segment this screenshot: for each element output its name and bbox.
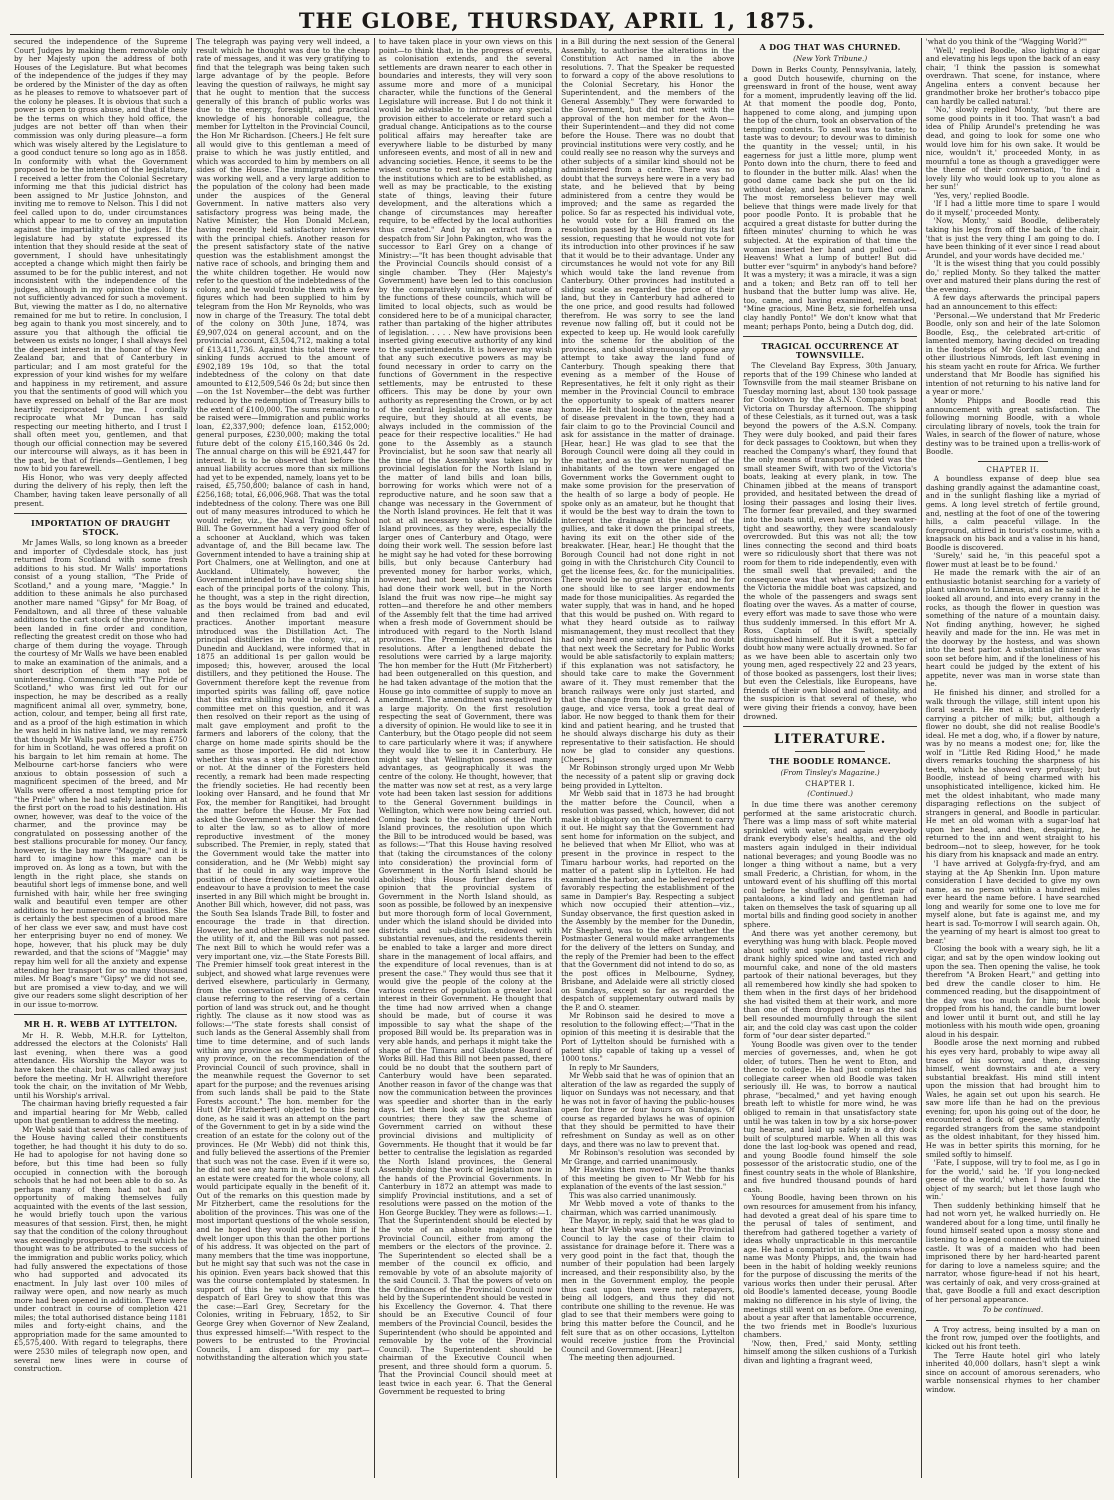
paragraph: 'Now, Monty,' said Boodle, deliberately taking his legs from off the back of the chair, 'that is just the very thing I am going to do. I have been thinking of it ever since I read about Arundel, and your words have decided me.' [925,216,1100,260]
to-be-continued: To be continued. [982,1305,1044,1315]
paragraph: Mr Webb said that he was of opinion that an alteration of the law as regarded the supply of liquor on Sundays was not necessary, and that he was not in favor of having the public-houses open for three or four hours on Sundays. Of course as regarded bylaws he was of opinion that they should be permitted to have their refreshment on Sunday as well as on other days, and there was no law to prevent that. [561,1071,735,1149]
chapter-note: (Continued.) [807,788,853,798]
paragraph: Mr James Walls, so long known as a breeder and importer of Clydesdale stock, has just returned from Scotland with some fresh additions to his stud. Mr Walls' importations consist of a young stallion, "The Pride of Scotland," and a young mare, "Maggie." In addition to these animals he also purchased another mare named "Gipsy" for Mr Boag, of Fendaltown, and all three of these valuable additions to the cart stock of the province have been landed in fine order and condition, reflecting the greatest credit on those who had charge of them during the voyage. Through the courtesy of Mr Walls we have been enabled to make an examination of the animals, and a short description of them may not be uninteresting. Commencing with "The Pride of Scotland," who was first led out for our inspection, he may be described as a really magnificent animal all over, symmetry, bone, action, colour, and temper, being all first rate, and as a proof of the high estimation in which he was held in his native land, we may remark that though Mr Walls paved no less than £750 for him in Scotland, he was offered a profit on his bargain to let him remain at home. The Melbourne cart-horse fanciers who were anxious to obtain possession of such a magnificent specimen of the breed, and Mr Walls were offered a most tempting price for "the Pride" when he had safely landed him at the first port on the road to his destination. His owner, however, was deaf to the voice of the charmer, and the province may be congratulated on possessing another of the best stallions procurable for money. Our fancy, however, is the bay mare "Maggie," and it is hard to imagine how this mare can be improved on. As long as a town, but with the length in the right place, she stands on beautiful short legs of immense bone, and well furnished with hair, while her free swinging walk and beautiful even temper are other additions to her numerous good qualities. She is certainly the best specimen of a brood mare of her class we ever saw, and must have cost her enterprising buyer no end of money. We hope, however, that his pluck may be duly rewarded, and that the scions of "Maggie" may repay him well for all the anxiety and expense attending her transport for so many thousand miles. Mr Boag's mare "Gipsy" we did not see, but are promised a view to-day, and we will give our readers some slight description of her in our issue to-morrow. [14,538,188,1009]
divider [795,751,864,752]
masthead: THE GLOBE, THURSDAY, APRIL 1, 1875. [298,8,816,33]
paragraph: 'Yes, very,' replied Boodle. [933,190,1030,200]
columns [10,38,1104,1478]
paragraph: He made the remark with the air of an enthusiastic botanist searching for a variety of plant unknown to Linnæus, and as he said it he looked all around, and into every cranny in the rocks, as though the flower in question was something of the nature of a mountain daisy. Not finding anything, however, he sighed heavily and made for the inn. He was met in the doorway by the hostess, and was shown into the best parlor. A substantial dinner was soon set before him, and if the loneliness of his heart could be judged by the extent of his appetite, never was man in worse state than he. [925,568,1100,689]
column-6 [922,38,1104,1478]
paragraph: The Terre Haute hotel girl who lately inherited 40,000 dollars, hasn't slept a wink since on account of amorous serenaders, who warble nonsensical rhymes to her chamber window. [925,1350,1100,1394]
article-heading: MR H. R. WEBB AT LYTTELTON. [23,1019,178,1030]
paragraph: Monty Phipps and Boodle read this announcement with great satisfaction. The following morning Boodle, with a whole circulating library of novels, took the train for Wales, in search of the flower of nature, whose destiny was to be trained upon a trellis-work of Boodle. [925,395,1100,457]
paragraph: Mr Robinson strongly urged upon Mr Webb the necessity of a patent slip or graving dock being provided in Lyttelton. [561,763,735,790]
paragraph: 'what do you think of the "Wagging World?"' [925,38,1088,46]
paragraph: 'If I had a little more time to spare I would do it myself,' proceeded Monty. [925,199,1100,217]
paragraph: He finished his dinner, and strolled for a walk through the village, still intent upon his floral search. He met a little girl tenderly carrying a pitcher of milk; but, although a flower no doubt, she did not realise Boodle's ideal. He met a dog, who, if a flower by nature, was by no means a modest one; for, like the wolf in "Little Red Riding Hood," he made divers remarks touching the sharpness of his teeth, which he showed very profusely; but Boodle, instead of being charmed with his unsophisticated intelligence, kicked him. He met the oldest inhabitant, who made many disparaging reflections on the subject of strangers in general, and Boodle in particular. He met an old woman with a sugar-loaf hat upon her head, and then, despairing, he returned to the inn and went straight to his bedroom—not to sleep, however, for he took his diary from his knapsack and made an entry. [925,688,1100,860]
divider [978,461,1048,462]
paragraph: Mr Robinson said he desired to move a resolution to the following effect;—"That in the opinion of this meeting it is desirable that the Port of Lyttelton should be furnished with a patent slip capable of taking up a vessel of 1000 tons." [561,1011,735,1064]
paragraph: The Mayor, in reply, said that he was glad to hear that Mr Webb was going to the Provincial Council to lay the case of their claim to assistance for drainage before it. There was a very good point in the fact that, though the number of their population had been largely increased, and their responsibility also, by the men in the Government employ, the people thus cast upon them were not ratepayers, being all lodgers, and thus they did not contribute one shilling to the revenue. He was glad to see that their members were going to bring this matter before the Council, and he felt sure that as on other occasions, Lyttelton would receive justice from the Provincial Council and Government. [Hear.] [561,1216,735,1354]
column-4 [557,38,739,1478]
paragraph: 'Fate, I suppose, will try to fool me, as I go in for the world,' said he. 'If you long-necked geese of the world,' when I have found the object of my search; but let those laugh who win.' [925,1158,1100,1202]
paragraph: 'Personal.—We understand that Mr Frederic Boodle, only son and heir of the late Solomon Boodle, Esq., the celebrated art-critic of lamented memory, having decided on treading in the footsteps of Mr Gordon Cumming and other illustrious Nimrods, left last evening in his steam yacht en route for Africa. We further understand that Mr Boodle has signified his intention of not returning to his native land for a year or more.' [925,310,1100,397]
divider [926,1320,1100,1321]
paragraph: The Cleveland Bay Express, 30th January, reports that of the 199 Chinese who landed at Townsville from the mail steamer Brisbane on Tuesday morning last, about 130 took passage for Cooktown by the A.S.N. Company's boat Victoria on Thursday afternoon. The shipping of these Celestials, as it turned out, was a task beyond the powers of the A.S.N. Company. They were duly booked, and paid their fares for deck passages to Cooktown, but when they reached the Company's wharf, they found that the only means of transport provided was the small steamer Swift, with two of the Victoria's boats, leaking at every plank, in tow. The Chinamen jibbed at the means of transport provided, and hesitated between the dread of losing their passages and losing their lives. The former fear prevailed, and they swarmed into the boats until, even had they been water-tight and seaworthy, they were scandalously overcrowded. But this was not all; the tow lines connecting the second and third boats were so ridiculously short that there was not room for them to ride independently, even with the small swell that prevailed; and the consequence was that when just attaching to the Victoria the middle boat was capsized, and the whole of the passengers and swags sent floating over the waves. As a matter of course, every effort was made to save those who were thus suddenly immersed. In this effort Mr A. Ross, Captain of the Swift, specially distinguished himself. But it is yet a matter of doubt how many were actually drowned. So far as we have been able to ascertain only two young men, aged respectively 22 and 23 years, of those booked as passengers, lost their lives; but even the Celestials, like Europeans, have friends of their own blood and nationality, and the suspicion is that several of these, who were giving their friends a convoy, have been drowned. [743,361,917,721]
article-heading: TRAGICAL OCCURRENCE AT TOWNSVILLE. [761,341,899,360]
paragraph: A Troy actress, being insulted by a man on the front row, jumped over the footlights, and kicked out his front teeth. [925,1324,1100,1352]
paragraph: 'No,' slowly replied Monty, 'but there are some good points in it too. That wasn't a bad idea of Philip Arundel's pretending he was dead, and going to look for some one who would love him for his own sake. It would be nice, wouldn't it,' proceeded Monty, in as mournful a tone as though a gravedigger were the theme of their conversation, 'to find a lovely lily who would look up to you alone as her sun!' [925,105,1100,192]
article-heading: A DOG THAT WAS CHURNED. [759,42,901,52]
paragraph: 'Now, then, Fred,' said Monty, settling himself among the silken cushions of a Turkish divan and lighting a fragrant weed, [743,1338,917,1365]
divider [14,513,187,514]
divider [14,1014,187,1015]
paragraph: Mr Webb moved a vote of thanks to the chairman, which was carried unanimously. [561,1199,735,1217]
paragraph: Mr Webb said that several of the members of the House having called their constituents together, he had thought it his duty to do so. He had to apologise for not having done so before, but this time had been so fully occupied in connection with the borough schools that he had not been able to do so. As perhaps many of them had not had an opportunity of making themselves fully acquainted with the events of the last session, he would briefly touch upon the various measures of that session. First, then, he might say that the condition of the colony throughout was exceedingly prosperous—a result which he thought was to be attributed to the success of the immigration and public works policy, which had fully answered the expectations of those who had supported and advocated its enactment. In July last over 100 miles of railway were open, and now nearly as much more had been opened in addition. There were under contract in course of completion 421 miles; the total authorised distance being 1181 miles and forty-eight chains, and the appropriation made for the same amounted to £5,575,400. With regard to telegraphs, there were 2530 miles of telegraph now open, and several new lines were in course of construction. [14,1124,188,1374]
article-source: (From Tinsley's Magazine.) [780,767,880,777]
paragraph: 'Well,' replied Boodle, also lighting a cigar and elevating his legs upon the back of an easy chair, 'I think the passion is somewhat overdrawn. That scene, for instance, where Angelina enters a convent because her grandmother broke her brother's tobacco pipe can hardly be called natural.' [925,45,1100,106]
paragraph: This was also carried unanimously. [569,1190,697,1200]
paragraph: Mr Robinson's resolution was seconded by Mr Grange, and carried unanimously. [561,1148,735,1166]
article-heading: THE BOODLE ROMANCE. [769,756,891,767]
paragraph: Closing the book with a weary sigh, he lit a cigar, and sat by the open window looking out upon the sea. Then opening the valise, he took therefrom "A Broken Heart," and getting into bed drew the candle closer to him. He commenced reading, but the disappointment of the day was too much for him; the book dropped from his hand, the candle burnt lower and lower until it burnt out, and still he lay motionless with his mouth wide open, groaning aloud in his despair. [925,944,1100,1039]
paragraph: Young Boodle was given over to the tender mercies of governesses, and, when he got older, of tutors. Then he went to Eton, and thence to college. He had just completed his collegiate career when old Boodle was taken seriously ill. He was, to borrow a nautical phrase, "becalmed," and yet having enough breath left to whistle for more wind, he was obliged to remain in that unsatisfactory state until he was taken in tow by a six horse-power tug hearse, and laid up safely in a dry dock built of sculptured marble. When all this was done the last log-book was opened and read, and young Boodle found himself the sole possessor of the aristocratic studio, one of the finest country seats in the whole of Blankshire, and five hundred thousand pounds of hard cash. [743,1039,917,1194]
paragraph: secured the independence of the Supreme Court Judges by making them removable only by her Majesty upon the address of both Houses of the Legislature. But what becomes of the independence of the judges if they may be ordered by the Minister of the day as often as he pleases to remove to whatsoever part of the colony he pleases. It is obvious that such a power is open to gross abuse, and that if these be the terms on which they hold office, the judges are not better off than when their commission was only during pleasure—a form which was wisely altered by the Legislature to a good conduct tenure so long ago as in 1858. In conformity with what the Government proposed to be the intention of the legislature, I received a letter from the Colonial Secretary informing me that this judicial district has been assigned to Mr Justice Johnston, and inviting me to remove to Nelson. This I did not feel called upon to do, under circumstances which appear to me to convey an imputation against the impartiality of the judges. If the legislature had by statute expressed its intention that they should reside at the seat of government, I should have unhesitatingly accepted a change which might then fairly be assumed to be for the public interest, and not inconsistent with the independence of the judges, although in my opinion the colony is not sufficiently advanced for such a movement. But, viewing the matter as I do, no alternative remained for me but to retire. In conclusion, I beg again to thank you most sincerely, and to assure you that although the official tie between us exists no longer, I shall always feel the deepest interest in the honor of the New Zealand bar, and that of Canterbury in particular; and I am most grateful for the expression of your kind wishes for my welfare and happiness in my retirement, and assure you that the sentiments of good will which you have expressed on behalf of the Bar are most heartily reciprocated by me. I cordially reciprocate what Mr Duncan has said respecting our meeting hitherto, and I trust I shall often meet you, gentlemen, and that though our official connection may be severed our intercourse will always, as it has been in the past, be that of friends—Gentlemen, I beg now to bid you farewell. [14,38,188,474]
paragraph: In reply to Mr Saunders, [569,1062,660,1072]
paragraph: The telegraph was paying very well indeed, a result which he thought was due to the cheap rate of messages, and it was very gratifying to find that the telegraph was being taken such large advantage of by the people. Before leaving the question of railways, he might say that he ought to mention that the success generally of this branch of public works was due to the energy, foresight, and practical knowledge of his honorable colleague, the member for Lyttelton in the Provincial Council, the Hon Mr Richardson. [Cheers.] He felt sure all would give to this gentleman a meed of praise to which he was justly entitled, and which was accorded to him by members on all sides of the House. The immigration scheme was working well, and a very large addition to the population of the colony had been made under the auspices of the General Government. In native matters also very satisfactory progress was being made, the Native Minister, the Hon Donald McLean, having recently held satisfactory interviews with the principal chiefs. Another reason for the present satisfactory state of the native question was the establishment amongst the native race of schools, and bringing them and the white children together. He would now refer to the question of the indebtedness of the colony, and he would trouble them with a few figures which had been supplied to him by telegram from the Hon Mr Reynolds, who was now in charge of the Treasury. The total debt of the colony on 30th June, 1874, was £9,907,024 on general account, and on the provincial account, £3,504,712, making a total of £13,411,736. Against this total there were sinking funds accrued to the amount of £902,189 19s 10d, so that the total indebtedness of the colony on that date amounted to £12,509,546 0s 2d; but since then—on the 1st November—the debt was further reduced by the redemption of Treasury bills to the extent of £100,000. The sums remaining to be raised were—Immigration and public works loan, £2,337,900; defence loan, £152,000; general purposes, £230,000; making the total future debt of the colony £15,160,346 0s 2d. The annual charge on this will be £921,447 for interest. It is to be observed that before the annual liability accrues more than six millions had yet to be expended, namely, loans yet to be raised, £5,750,800; balance of cash in hand, £256,168; total, £6,006,968. That was the total indebtedness of the colony. There was one Bill out of many measures introduced to which he would refer, viz., the Naval Training School Bill. The Government had a very good offer of a schooner at Auckland, which was taken advantage of, and the Bill became law. The Government intended to have a training ship at Port Chalmers, one at Wellington, and one at Auckland. Ultimately, however, the Government intended to have a training ship in each of the principal ports of the colony. This, he thought, was a step in the right direction, as the boys would be trained and educated, and then reclaimed from bad and evil practices. Another important measure introduced was the Distillation Act. The principal distilleries in the colony, viz., at Dunedin and Auckland, were informed that in 1875 an additional 1s per gallon would be imposed; this, however, aroused the local distillers, and they petitioned the House. The Government therefore kept the revenue from imported spirits was falling off, gave notice that this extra shilling would be enforced. A committee met on this question, and it was then resolved on their report as the using of malt gave employment and profit to the farmers and laborers of the colony, that the charge on home made spirits should be the same as those imported. He did not know whether this was a step in the right direction or not. At the dinner of the Foresters held recently, a remark had been made respecting the friendly societies. He had recently been looking over Hansard, and he found that Mr Fox, the member for Rangitikei, had brought the matter before the House. Mr Fox had asked the Government whether they intended to alter the law, so as to allow of more reproductive investment of the money subscribed. The Premier, in reply, stated that the Government would take the matter into consideration, and he (Mr Webb) might say that if he could in any way improve the position of these friendly societies he would endeavour to have a provision to meet the case inserted in any Bill which might be brought in. Another Bill which, however, did not pass, was the South Sea Islands Trade Bill, to foster and encourage the trade in that direction. However, he and other members could not see the utility of it, and the Bill was not passed. The next Bill to which he would refer was a very important one, viz.—the State Forests Bill. The Premier himself took great interest in the subject, and showed what large revenues were derived elsewhere, particularly in Germany, from the conservation of the forests. One clause referring to the reserving of a certain portion of land was struck out, and he thought rightly. The clause as it now stood was as follows:—"The state forests shall consist of such lands as the General Assembly shall from time to time determine, and of such lands within any province as the Superintendent of any province, on the recommendation of the Provincial Council of such province, shall in the meanwhile request the Governor to set apart for the purpose; and the revenues arising from such lands shall be paid to the State Forests account." The hon. member for the Hutt (Mr Fitzherbert) objected to this being done, as he said it was an attempt on the part of the Government to get in by a side wind the creation of an estate for the colony out of the provinces. He (Mr Webb) did not think this, and fully believed the assertions of the Premier that such was not the case. Even if it were so, he did not see any harm in it, because if such an estate were created for the whole colony, all would participate equally in the benefit of it. Out of the remarks on this question made by Mr Fitzherbert, came the resolutions for the abolition of the provinces. This was one of the most important questions of the whole session, and he hoped they would pardon him if he dwelt longer upon this than the other portions of his address. It was objected on the part of many members that the time was inopportune, but he might say that such was not the case in his opinion. Even years back showed that this was the course contemplated by statesmen. In support of this he would quote from the despatch of Earl Grey to show that this was the case:—Earl Grey, Secretary for the Colonies, writing in February, 1852, to Sir George Grey when Governor of New Zealand, thus expressed himself:—"With respect to the powers to be entrusted to the Provincial Councils, I am disposed for my part—notwithstanding the alteration which you state [196,38,370,1363]
newspaper-page [10,6,1104,1488]
paragraph: 'It is the wisest thing that you could possibly do,' replied Monty. So they talked the matter over and matured their plans during the rest of the evening. [925,259,1100,294]
article-heading: IMPORTATION OF DRAUGHT STOCK. [31,518,171,537]
chapter-heading: CHAPTER I. [805,779,855,789]
paragraph: A boundless expanse of deep blue sea dashing grandly against the adamantine coast, and in the sunlight flashing like a myriad of gems. A long level stretch of fertile ground, and, nestling at the foot of one of the towering hills, a calm peaceful village. In the foreground, attired in tourist's costume, with a knapsack on his back and a valise in his hand, Boodle is discovered. [925,474,1100,552]
column-2 [192,38,374,1478]
paragraph: to have taken place in your own views on this point—to think that, in the progress of events, as colonisation extends, and the several settlements are drawn nearer to each other in boundaries and interests, they will very soon assume more and more of a municipal character, while the functions of the General Legislature will increase. But I do not think it would be advisable to introduce any special provision either to accelerate or retard such a gradual change. Anticipations as to the course political affairs may hereafter take are everywhere liable to be disturbed by many unforeseen events, and most of all in new and advancing societies. Hence, it seems to be the wisest course to rest satisfied with adapting the institutions which are to be established, as well as may be practicable, to the existing state of things, leaving their future development, and the alterations which a change of circumstances may hereafter require, to be effected by the local authorities thus created." And by an extract from a despatch from Sir John Pakington, who was the successor to Earl Grey on a change of Ministry:—"It has been thought advisable that the Provincial Councils should consist of a single chamber. They (Her Majesty's Government) have been led to this conclusion by the comparatively unimportant nature of the functions of these councils, which will be limited to local objects, such as would be considered here to be of a municipal character, rather than partaking of the higher attributes of legislation. . . . . New have provisions been inserted giving executive authority of any kind to the superintendents. It is however my wish that any such executive powers as may be found necessary in order to carry on the functions of Government in the respective settlements, may be entrusted to these officers. This may be done by your own authority as representing the Crown, or by act of the central legislature, as the case may require, but they should at all events, be always included in the commission of the peace for their respective localities." He had gone to the Assembly as a staunch Provincialist, but he soon saw that nearly all the time of the Assembly was taken up by provincial legislation for the North Island in the matter of land bills and loan bills, borrowing for works which were not of a reproductive nature, and he soon saw that a change was necessary in the Government of the North Island provinces. He felt that it was not at all necessary to abolish the Middle Island provinces, as they were, especially the larger ones of Canterbury and Otago, were doing their work well. The session before last he might say he had voted for these borrowing bills, but only because Canterbury had prevented money for harbor works, which, however, had not been used. The provinces had done their work well, but in the North Island the fruit was now ripe—he might say rotten—and therefore he and other members of the Assembly felt that the time had arrived when a fresh mode of Government should be introduced with regard to the North Island provinces. The Premier had introduced his resolutions. After a lengthened debate the resolutions were carried by a large majority. The hon member for the Hutt (Mr Fitzherbert) had been outgeneralled on this question, and he had taken advantage of the motion that the House go into committee of supply to move an amendment. The amendment was negatived by a large majority. On the first resolution respecting the seat of Government, there was a diversity of opinion. He would like to see it in Canterbury, but the Otago people did not seem to care particularly where it was; if anywhere they would like to see it in Canterbury. He might say that Wellington possessed many advantages, as geographically it was the centre of the colony. He thought, however, that the matter was now set at rest, as a very large vote had been taken last session for additions to the General Government buildings in Wellington, which were now being carried out. Coming back to the abolition of the North Island provinces, the resolution upon which the Bill to be introduced would be based, was as follows:—"That this House having resolved that (taking the circumstances of the colony into consideration) the provincial form of Government in the North Island should be abolished; this House further declares its opinion that the provincial system of Government in the North Island should, as soon as possible, be followed by an inexpensive but more thorough form of local Government, under which the island should be divided into districts and sub-districts, endowed with substantial revenues, and the residents therein be enabled to take a larger and more direct share in the management of local affairs, and the expenditure of local revenues, than is at present the case." They would thus see that it would give the people of the colony at the various centres of population a greater local interest in their Government. He thought that the time had now arrived when a change should be made, but of course it was impossible to say what the shape of the proposed Bill would be. Its preparation was in very able hands, and perhaps it might take the shape of the Timaru and Gladstone Board of Works Bill. Had this Bill not been passed, there could be no doubt that the southern part of Canterbury would have been separated. Another reason in favor of the change was that now the communication between the provinces was speedier and shorter than in the early days. Let them look at the great Australian countries; there they saw the scheme of Government carried on without these provincial divisions and multiplicity of Governments. He thought that it would be far better to centralise the legislation as regarded the North Island provinces, the General Assembly doing the work of legislation now in the hands of the Provincial Governments. In Canterbury in 1872 an attempt was made to simplify Provincial institutions, and a set of resolutions were passed on the motion of the Hon George Buckley. They were as follows:—1. That the Superintendent should be elected by the vote of an absolute majority of the Provincial Council, either from among the members or the electors of the province. 2. The Superintendent so elected shall be a member of the council ex officio, and removable by vote of an absolute majority of the said Council. 3. That the powers of veto on the Ordinances of the Provincial Council now held by the Superintendent should be vested in his Excellency the Governor. 4. That there should be an Executive Council of four members of the Provincial Council, besides the Superintendent (who should be appointed and removable by the vote of the Provincial Council). The Superintendent should be chairman of the Executive Council when present, and three should form a quorum. 5. That the Provincial Council should meet at least twice in each year. 6. That the General Government be requested to bring [378,38,553,1397]
paragraph: in a Bill during the next session of the General Assembly, to authorise the alterations in the Constitution Act named in the above resolutions. 7. That the Speaker be requested to forward a copy of the above resolutions to the Colonial Secretary, his Honor the Superintendent, and the members of the General Assembly." They were forwarded to the Government, but did not meet with the approval of the hon member for the Avon—their Superintendent—and they did not come before the House. There was no doubt that provincial institutions were very costly, and he could really see no reason why the surveys and other subjects of a similar kind should not be administered from a centre. There was no doubt that the surveys here were in a very bad state, and he believed that by being administered from a centre they would be improved; and the same as regarded the police. So far as respected his individual vote, he would vote for a Bill framed on the resolution passed by the House during its last session, requesting that he would not vote for its introduction into other provinces if he saw that it would be to their advantage. Under any circumstances he would not vote for any Bill which would take the land revenue from Canterbury. Other provinces had instituted a sliding scale as regarded the price of their land, but they in Canterbury had adhered to the one price, and good results had followed therefrom. He was sorry to see the land revenue now falling off, but it could not be expected to keep up. He would look carefully into the scheme for the abolition of the provinces, and should strenuously oppose any attempt to take away the land fund of Canterbury. Though speaking there that evening as a member of the House of Representatives, he felt it only right as their member in the Provincial Council to embrace the opportunity to speak of matters nearer home. He felt that looking to the great amount of disease prevalent in the town, they had a fair claim to go to the Provincial Council and ask for assistance in the matter of drainage. [Hear, hear.] He was glad to see that the Borough Council were doing all they could in the matter, and as the greater number of the inhabitants of the town were engaged on Government works the Government ought to make some provision for the preservation of the health of so large a body of people. He spoke only as an amateur, but he thought that it would be the best way to drain the town to intercept the drainage at the head of the gullies, and take it down the principal streets, having its exit on the other side of the breakwater. [Hear, hear.] He thought that the Borough Council had not done right in not going in with the Christchurch City Council to get the license fees, &c. for the municipalities. There would be no grant this year, and he for one should like to see larger endowments made for those municipalities. As regarded the water supply, that was in hand, and he hoped that this would be pushed on. With regard to what they heard outside as to railway mismanagement, they must recollect that they had only heard one side, and he had no doubt that next week the Secretary for Public Works would be able satisfactorily to explain matters; if this explanation was not satisfactory, he should take care to make the Government aware of it. They must remember that the branch railways were only just started, and that the change from the broad to the narrow gauge, and vice versa, took a great deal of labor. He now begged to thank them for their kind and patient hearing, and he trusted that he should always discharge his duty as their representative to their satisfaction. He should now be glad to consider any questions. [Cheers.] [561,38,735,764]
article-source: (New York Tribune.) [793,53,868,63]
chapter-heading: CHAPTER II. [986,464,1040,474]
paragraph: In due time there was another ceremony performed at the same aristocratic church. There was a limp mass of soft white material sprinkled with water, and again everybody drank everybody else's healths, and the old masters again indulged in their individual national beverages; and young Boodle was no longer a thing without a name, but a very small Frederic, a Christian, for whom, in the untoward event of his shuffling off this mortal coil before he shuffled on his first pair of pantaloons, a kind lady and gentleman had taken on themselves the task of squaring up all mortal bills and finding good society in another sphere. [743,800,917,929]
paragraph: 'Surely,' said he, 'in this peaceful spot a flower must at least be to be found.' [925,551,1100,569]
divider [743,726,916,727]
divider [743,336,916,337]
column-5 [739,38,921,1478]
column-1 [10,38,192,1478]
paragraph: His Honor, who was very deeply affected during the delivery of his reply, then left the Chamber, having taken leave personally of all present. [14,472,188,508]
paragraph: A few days afterwards the principal papers had an announcement to this effect: [925,293,1100,311]
paragraph: Young Boodle, having been thrown on his own resources for amusement from his infancy, had devoted a great deal of his spare time to the perusal of tales of sentiment, and therefrom had gathered together a variety of ideas wholly unpracticable in this mercantile age. He had a compatriot in his opinions whose name was Monty Phipps, and, the twain had been in the habit of holding weekly reunions for the purpose of discussing the merits of the various works then under their perusal. After old Boodle's lamented decease, young Boodle making no difference in his style of living, the meetings still went on as before. One evening, about a year after that lamentable occurrence, the two friends met in Boodle's luxurious chambers. [743,1193,917,1340]
column-3 [375,38,557,1478]
paragraph: 'I have arrived at Golygfa-fry-fryd, and am staying at the Ap Shenkin Inn. Upon mature consideration I have decided to give my own name, as no person within a hundred miles ever heard the name before. I have searched long and wearily for some one to love me for myself alone, but fate is against me, and my heart is sad. To-morrow I will search again. Oh, the yearning of my heart is almost too great to bear.' [925,858,1100,945]
paragraph: The meeting then adjourned. [569,1353,676,1363]
section-heading: LITERATURE. [774,732,887,748]
paragraph: Mr H. R. Webb, M.H.R. for Lyttelton, addressed the electors at the Colonists' Hall last evening, when there was a good attendance. His Worship the Mayor was to have taken the chair, but was called away just before the meeting. Mr H. Allwright therefore took the chair, on the invitation of Mr Webb, until his Worship's arrival. [14,1030,188,1100]
paragraph: Down in Berks County, Pennsylvania, lately, a good Dutch housewife, churning on the greensward in front of the house, went away for a moment, imprudently leaving off the lid. At that moment the poodle dog, Ponto, happened to come along, and jumping upon the top of the churn, took an observation of the tempting contents. To smell was to taste; to taste was to devour; to devour was to diminish the quantity in the vessel; until, in his eagerness for just a little more, plump went Ponto down into the churn, there to feed and to flounder in the butter milk. Alas! when the good dame came back she put on the lid without delay, and began to turn the crank. The most remorseless believer may well believe that things were made lively for that poor poodle Ponto. It is probable that he acquired a great distaste for butter during the fifteen minutes' churning to which he was subjected. At the expiration of that time the woman inserted her hand and pulled out—Heavens! What a lump of butter! But did butter ever "squirm" in anybody's hand before? It was a mystery; it was a miracle, it was a sign and a token; and Betz ran off to tell her husband that the butter lump was alive. He, too, came, and having examined, remarked, "Mine gracious, Mine Betz, sie forhelfeh unsa clay handly Ponto!" We don't know what that meant; perhaps Ponto, being a Dutch dog, did. [743,65,917,331]
paragraph: Then suddenly bethinking himself that he had not worn yet, he walked hurriedly on. He wandered about for a long time, until finally he found himself seated upon a mossy stone and listening to a legend connected with the ruined castle. It was of a maiden who had been imprisoned there by her hard-hearted parent for daring to love a nameless squire; and the narrator, whose figure-head if not his heart, was certainly of oak, and very cross-grained at that, gave Boodle a full and exact description of her personal appearance. [925,1200,1100,1304]
paragraph: Mr Webb said that in 1873 he had brought the matter before the Council, when a resolution was passed, which, however, did not make it obligatory on the Government to carry it out. He might say that the Government had sent home for information on the subject, and he believed that when Mr Elliot, who was at present in the province in respect to the Timaru harbour works, had reported on the matter of a patent slip in Lyttelton. He had examined the harbor, and he believed reported favorably respecting the establishment of the same in Dampier's Bay. Respecting a subject which now occupied their attention—viz., Sunday observance, the first question asked in the Assembly by the member for the Dunedin, Mr Shepherd, was to the effect whether the Postmaster General would make arrangements for the delivery of the letters on Sunday, and the reply of the Premier had been to the effect that the Government did not intend to do so, as the post offices in Melbourne, Sydney, Brisbane, and Adelaide were all strictly closed on Sundays, except so far as regarded the despatch of supplementary outward mails by the P. and O. steamer. [561,789,735,1012]
masthead-rule [10,34,1104,35]
paragraph: And there was yet another ceremony, but everything was hung with black. People moved about softly and spoke low, and everybody drank highly spiced wine and tasted rich and mournful cake, and none of the old masters partook of their national beverages, but they all remembered how kindly she had spoken to them when in the first days of her bridehood she had visited them at their work, and more than one of them dropped a tear as the sad bell resounded mournfully through the silent air, and the cold clay was cast upon the colder form of "our dear sister departed." [743,928,917,1041]
paragraph: Boodle arose the next morning and rubbed his eyes very hard, probably to wipe away all traces of his sorrow, and then, dressing himself, went downstairs and ate a very substantial breakfast. His mind still intent upon the mission that had brought him to Wales, he again set out upon his search. He saw more life than he had on the previous evening; for, upon his going out of the door, he encountered a flock of geese, who evidently regarded strangers from the same standpoint as the oldest inhabitant, for they hissed him. He was in better spirits this morning, for he smiled softly to himself. [925,1038,1100,1159]
paragraph: The chairman having briefly requested a fair and impartial hearing for Mr Webb, called upon that gentleman to address the meeting. [14,1099,188,1126]
paragraph: Mr Hawkins then moved—"That the thanks of this meeting be given to Mr Webb for his explanation of the events of the last session." [561,1165,735,1192]
